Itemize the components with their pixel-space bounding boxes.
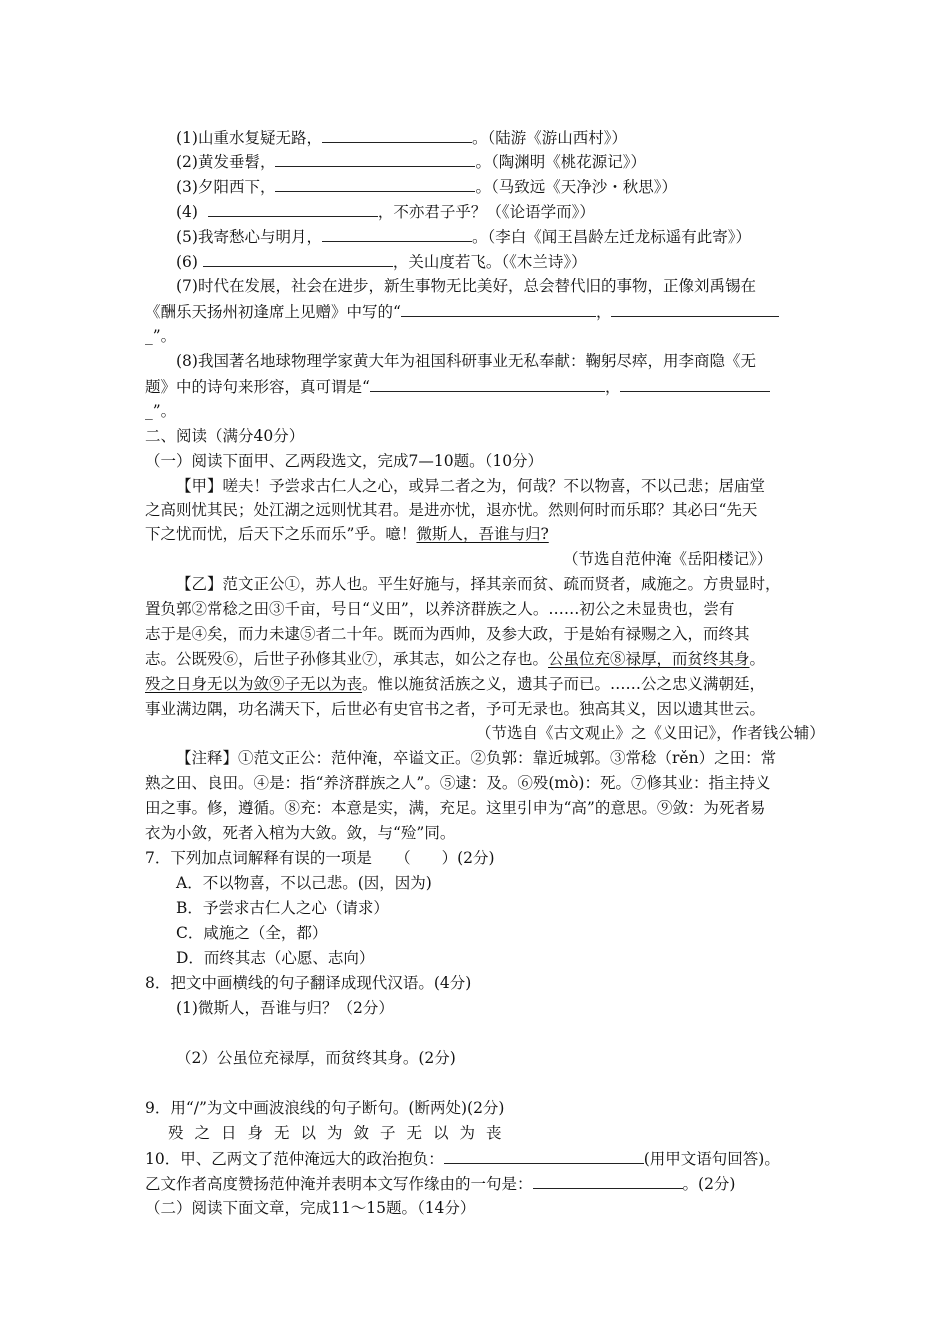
q10-text: 10．甲、乙两文了范仲淹远大的政治抱负： <box>145 1150 444 1168</box>
fill-q8-comma: ， <box>604 378 621 396</box>
fill-q7-line1: (7)时代在发展，社会在进步，新生事物无比美好，总会替代旧的事物，正像刘禹锡在 <box>176 277 756 295</box>
q7-option-c[interactable]: C．咸施之（全，都） <box>176 924 328 942</box>
underlined-sentence: 公虽位充⑧禄厚，而贫终其身 <box>548 650 750 668</box>
yi-line-1: 【乙】范文正公①，苏人也。平生好施与，择其亲而贫、疏而贤者，咸施之。方贵显时， <box>176 575 781 593</box>
fill-q7-comma: ， <box>595 303 612 321</box>
fill-q1-text: (1)山重水复疑无路， <box>176 129 322 147</box>
fill-q7-line3: _”。 <box>145 327 177 345</box>
fill-q7-text: 《酬乐天扬州初逢席上见赠》中写的“ <box>145 303 401 321</box>
yi-line-5 <box>145 674 765 694</box>
answer-blank[interactable] <box>203 251 393 267</box>
yi-line-3: 志于是④矣，而力未逮⑤者二十年。既而为西帅，及参大政，于是始有禄赐之入，而终其 <box>145 625 750 643</box>
note-line-4: 衣为小敛，死者入棺为大敛。敛，与“殓”同。 <box>145 824 456 842</box>
q10-hint: (用甲文语句回答)。 <box>643 1150 780 1168</box>
q9-stem: 9．用“/”为文中画波浪线的句子断句。(断两处)(2分) <box>145 1099 505 1117</box>
fill-q4-source: ，不亦君子乎？（《论语学而》） <box>377 203 595 221</box>
fill-q8-line2 <box>145 376 770 397</box>
answer-blank[interactable] <box>611 301 779 317</box>
fill-q4-text: (4) <box>176 203 198 221</box>
answer-blank[interactable] <box>401 301 596 317</box>
q8-sub-1: (1)微斯人，吾谁与归？（2分） <box>176 999 394 1017</box>
answer-blank[interactable] <box>533 1173 683 1189</box>
fill-q4 <box>176 201 595 222</box>
yi-line-4 <box>145 649 765 669</box>
answer-blank[interactable] <box>208 201 378 217</box>
note-line-2: 熟之田、良田。④是：指“养济群族之人”。⑤逮：及。⑥殁(mò)：死。⑦修其业：指主持义 <box>145 774 771 792</box>
subsection-one-title: （一）阅读下面甲、乙两段选文，完成7—10题。（10分） <box>145 452 544 470</box>
yi-text: 。惟以施贫活族之义，遗其子而已。……公之忠义满朝廷， <box>362 675 766 693</box>
answer-blank[interactable] <box>275 176 475 192</box>
q10-line-1 <box>145 1148 780 1169</box>
q7-option-d[interactable]: D．而终其志（心愿、志向） <box>176 949 375 967</box>
section-title: 二、阅读（满分40分） <box>145 427 305 445</box>
answer-blank[interactable] <box>444 1148 644 1164</box>
fill-q5-source: 。（李白《闻王昌龄左迁龙标遥有此寄》） <box>471 228 751 246</box>
subsection-two-title: （二）阅读下面文章，完成11～15题。（14分） <box>145 1199 476 1217</box>
fill-q3-text: (3)夕阳西下， <box>176 178 276 196</box>
q7-stem: 7．下列加点词解释有误的一项是 （ ）(2分) <box>145 849 495 867</box>
jia-line-2: 之高则忧其民；处江湖之远则忧其君。是进亦忧，退亦忧。然则何时而乐耶？其必曰“先天 <box>145 501 758 519</box>
q10-text: 乙文作者高度赞扬范仲淹并表明本文写作缘由的一句是： <box>145 1175 533 1193</box>
q8-sub-2: （2）公虽位充禄厚，而贫终其身。(2分) <box>176 1049 456 1067</box>
fill-q2-text: (2)黄发垂髫， <box>176 153 276 171</box>
fill-q3-source: 。（马致远《天净沙・秋思》） <box>475 178 677 196</box>
answer-blank[interactable] <box>370 376 605 392</box>
note-line-1: 【注释】①范文正公：范仲淹，卒谥文正。②负郭：靠近城郭。③常稔（rěn）之田：常 <box>176 749 777 767</box>
fill-q1 <box>176 127 627 148</box>
yi-line-2: 置负郭②常稔之田③千亩，号日“义田”，以养济群族之人。……初公之未显贵也，尝有 <box>145 600 735 618</box>
answer-blank[interactable] <box>322 127 472 143</box>
q8-stem: 8．把文中画横线的句子翻译成现代汉语。(4分) <box>145 974 472 992</box>
jia-line-1: 【甲】嗟夫！予尝求古仁人之心，或异二者之为，何哉？不以物喜，不以己悲；居庙堂 <box>176 477 766 495</box>
fill-q5 <box>176 226 751 247</box>
q10-score: 。(2分) <box>682 1175 736 1193</box>
jia-line-3 <box>145 524 549 544</box>
fill-q5-text: (5)我寄愁心与明月， <box>176 228 322 246</box>
q10-line-2 <box>145 1173 735 1194</box>
yi-text: 志。公既殁⑥，后世子孙修其业⑦，承其志，如公之存也。 <box>145 650 549 668</box>
note-line-3: 田之事。修，遵循。⑧充：本意是实，满，充足。这里引申为“高”的意思。⑨敛：为死者易 <box>145 799 766 817</box>
yi-source: （节选自《古文观止》之《义田记》，作者钱公辅） <box>476 724 825 742</box>
fill-q6-text: (6) <box>176 253 198 271</box>
fill-q8-text: 题》中的诗句来形容，真可谓是“ <box>145 378 370 396</box>
answer-blank[interactable] <box>620 376 770 392</box>
answer-blank[interactable] <box>275 151 475 167</box>
fill-q3 <box>176 176 677 197</box>
yi-punct: 。 <box>749 650 766 668</box>
jia-source: （节选自范仲淹《岳阳楼记》） <box>563 550 773 568</box>
fill-q2-source: 。（陶渊明《桃花源记》） <box>475 153 646 171</box>
jia-text: 下之忧而忧，后天下之乐而乐”乎。噫！ <box>145 525 417 543</box>
q7-option-b[interactable]: B．予尝求古仁人之心（请求） <box>176 899 389 917</box>
fill-q8-line1: (8)我国著名地球物理学家黄大年为祖国科研事业无私奉献：鞠躬尽瘁，用李商隐《无 <box>176 352 756 370</box>
fill-q1-source: 。（陆游《游山西村》） <box>471 129 627 147</box>
yi-line-6: 事业满边隅，功名满天下，后世必有史官书之者，予可无录也。独高其义，因以遗其世云。 <box>145 700 766 718</box>
fill-q7-line2 <box>145 301 779 322</box>
wavy-sentence: 殁之日身无以为敛⑨子无以为丧 <box>145 675 363 693</box>
q9-sentence: 殁之日身无以为敛子无以为丧 <box>168 1124 513 1142</box>
fill-q6 <box>176 251 587 272</box>
fill-q8-line3: _”。 <box>145 402 177 420</box>
answer-blank[interactable] <box>322 226 472 242</box>
fill-q2 <box>176 151 646 172</box>
fill-q6-source: ，关山度若飞。（《木兰诗》） <box>392 253 587 271</box>
underlined-sentence: 微斯人，吾谁与归? <box>416 525 549 543</box>
q7-option-a[interactable]: A．不以物喜，不以己悲。(因，因为) <box>176 874 432 892</box>
